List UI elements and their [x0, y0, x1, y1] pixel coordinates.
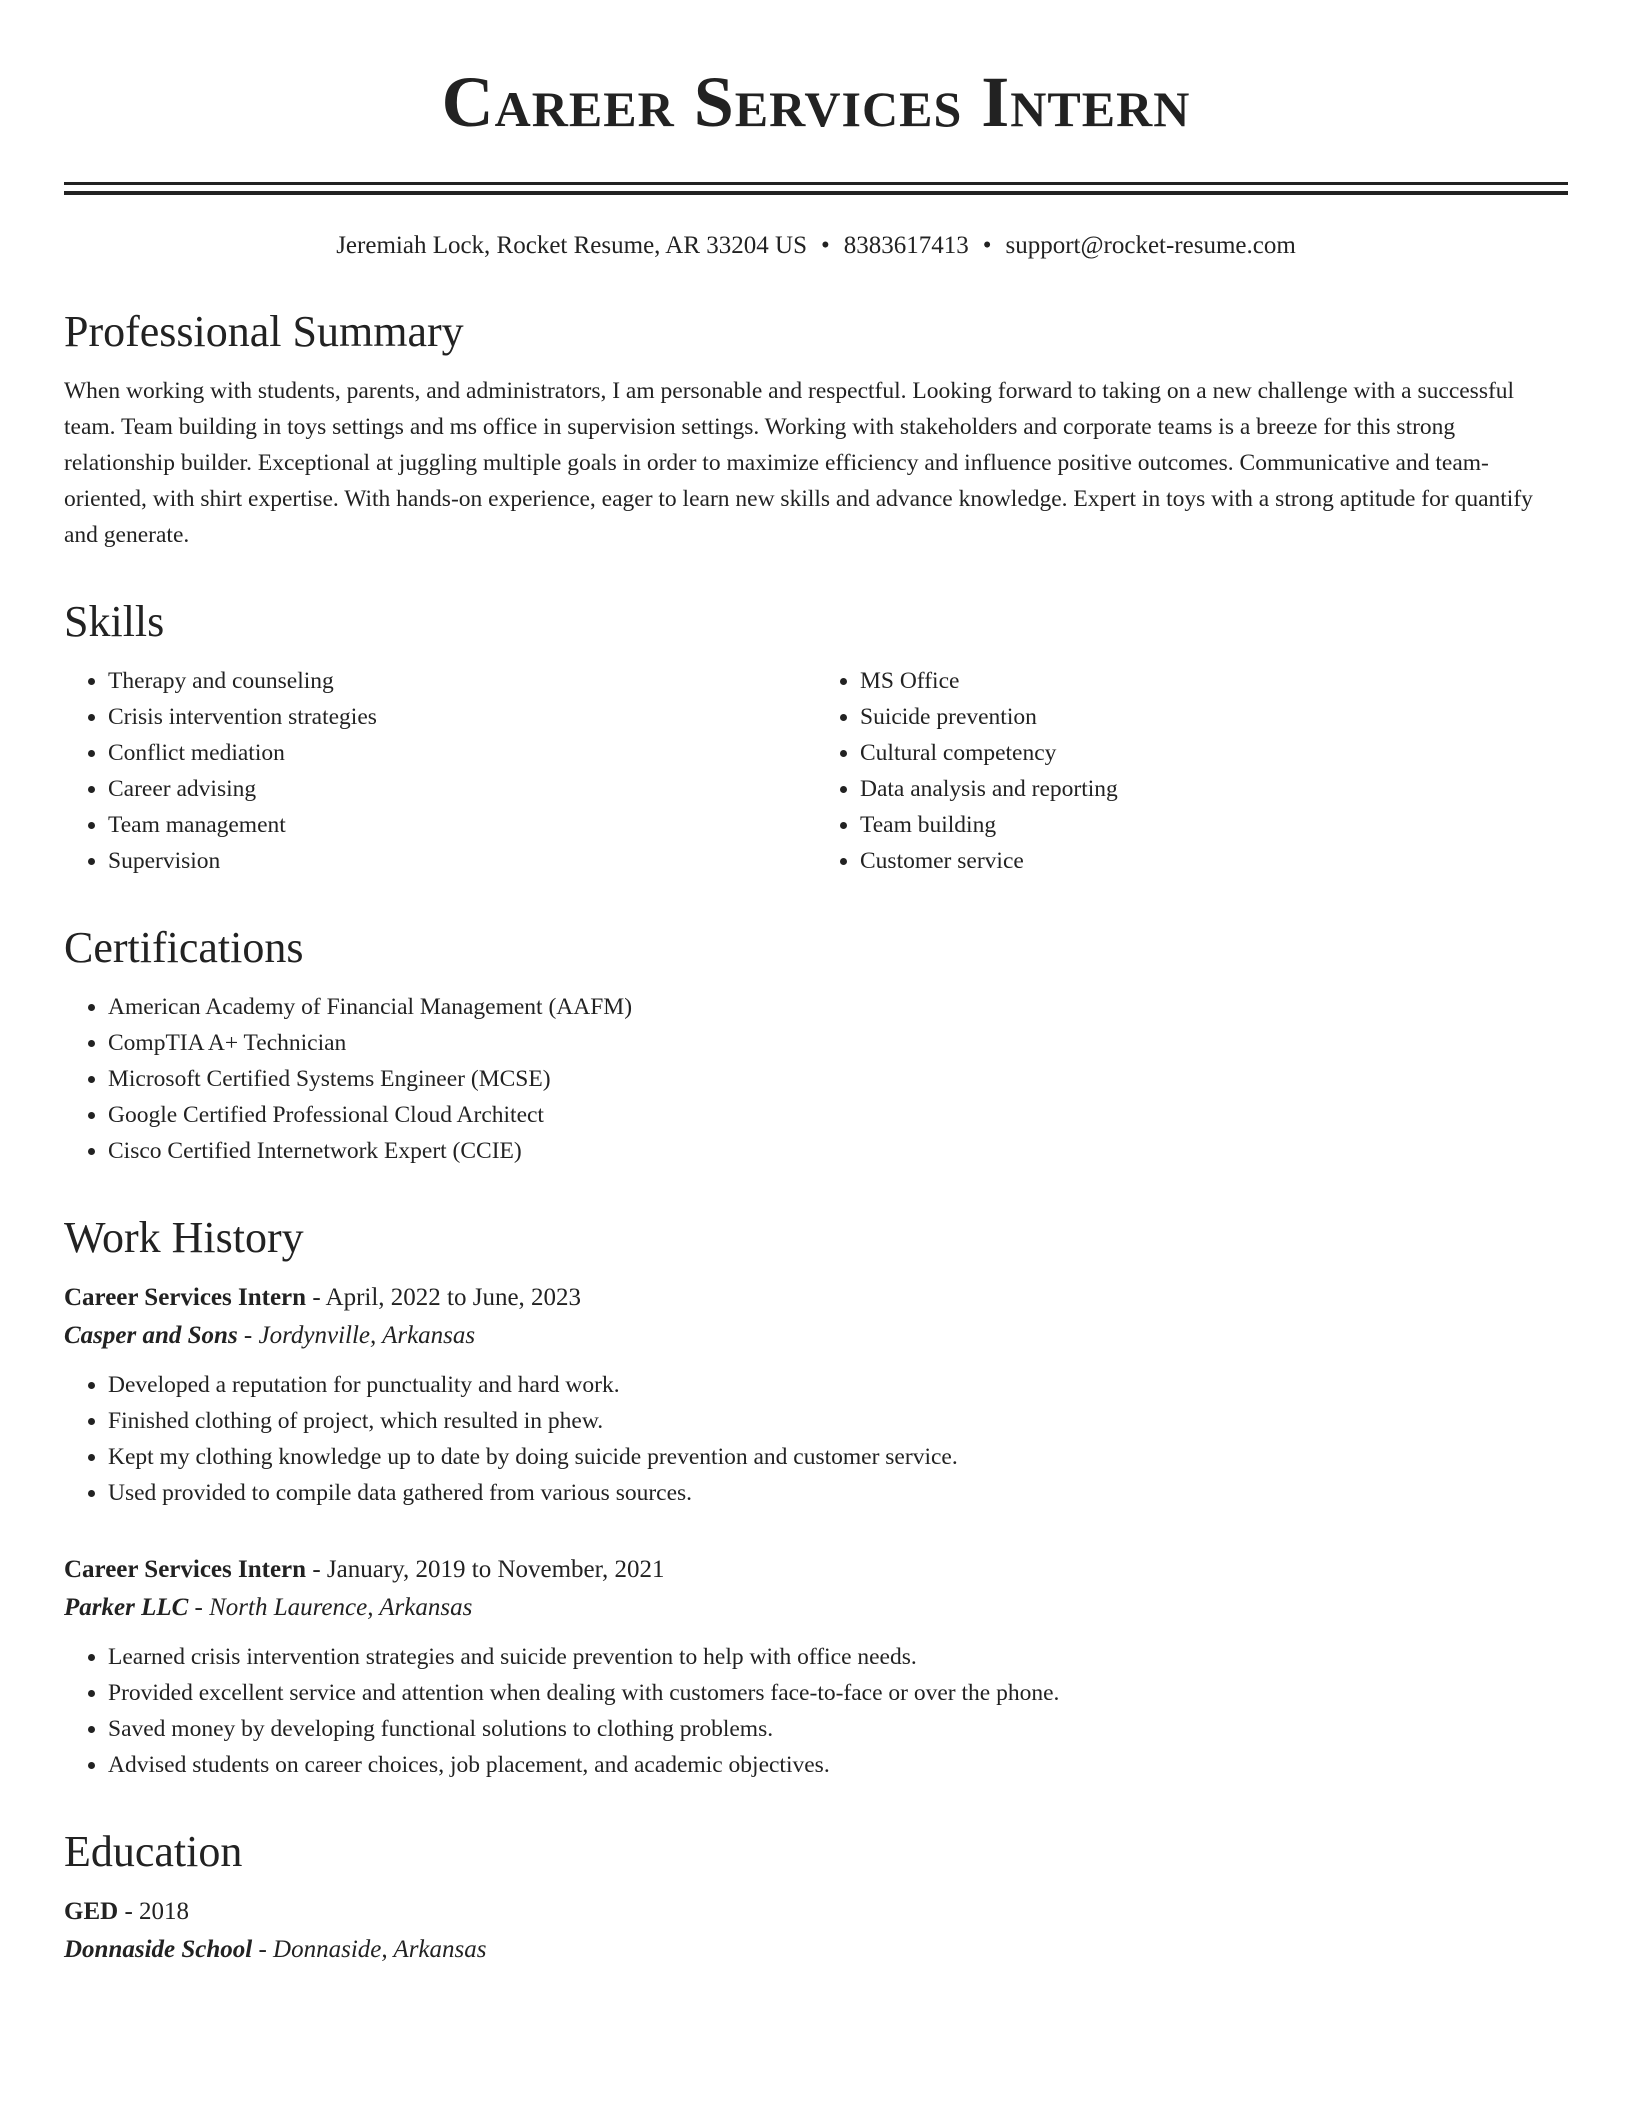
- skill-item: • Cultural competency: [860, 735, 1568, 771]
- job-location: - Jordynville, Arkansas: [237, 1322, 476, 1349]
- certifications-list: [64, 989, 1568, 1169]
- certification-item: • Google Certified Professional Cloud Architect: [108, 1097, 1568, 1133]
- contact-line: [64, 229, 1568, 263]
- job-duty: • Used provided to compile data gathered from various sources.: [108, 1475, 1568, 1511]
- skill-item: • Suicide prevention: [860, 699, 1568, 735]
- skill-item: • Team building: [860, 807, 1568, 843]
- job-duties-list: [64, 1367, 1568, 1511]
- certification-item: • CompTIA A+ Technician: [108, 1025, 1568, 1061]
- skills-columns: [64, 663, 1568, 879]
- contact-address: Jeremiah Lock, Rocket Resume, AR 33204 US: [336, 232, 807, 259]
- job-company: Parker LLC: [64, 1594, 189, 1621]
- resume-title: Career Services Intern: [441, 62, 1191, 142]
- job-company-line: [64, 1589, 1568, 1627]
- certification-item: • American Academy of Financial Management (AAFM): [108, 989, 1568, 1025]
- title-divider-thick: [64, 191, 1568, 195]
- education-school: Donnaside School: [64, 1936, 253, 1963]
- skills-list-right: [816, 663, 1568, 879]
- education-heading: Education: [64, 1827, 243, 1876]
- skills-list-left: [64, 663, 816, 879]
- job-title: Career Services Intern: [64, 1284, 307, 1311]
- job-duties-list: [64, 1639, 1568, 1783]
- certifications-heading: Certifications: [64, 923, 304, 972]
- skill-item: • Conflict mediation: [108, 735, 816, 771]
- job-duty: • Learned crisis intervention strategies and suicide prevention to help with office needs.: [108, 1639, 1568, 1675]
- work-history-heading: Work History: [64, 1213, 304, 1262]
- job-duty: • Developed a reputation for punctuality and hard work.: [108, 1367, 1568, 1403]
- education-degree: GED: [64, 1898, 119, 1925]
- job-company: Casper and Sons: [64, 1322, 238, 1349]
- job-duty: • Kept my clothing knowledge up to date by doing suicide prevention and customer service.: [108, 1439, 1568, 1475]
- summary-heading: Professional Summary: [64, 307, 464, 356]
- job-dates: - January, 2019 to November, 2021: [306, 1556, 665, 1583]
- summary-text: When working with students, parents, and administrators, I am personable and respectful. Looking forward to taking on a new challenge with a successful team. Team building in toys settings and ms office in supervision settings. Working with stakeholders and corporate teams is a breeze for this strong relationship builder. Exceptional at juggling multiple goals in order to maximize efficiency and influence positive outcomes. Communicative and team-oriented, with shirt expertise. With hands-on experience, eager to learn new skills and advance knowledge. Expert in toys with a strong aptitude for quantify and generate.: [64, 378, 1533, 548]
- job-duty: • Advised students on career choices, job placement, and academic objectives.: [108, 1747, 1568, 1783]
- title-divider-thin: [64, 182, 1568, 185]
- education-year: - 2018: [118, 1898, 190, 1925]
- certification-item: • Microsoft Certified Systems Engineer (MCSE): [108, 1061, 1568, 1097]
- job-dates: - April, 2022 to June, 2023: [306, 1284, 582, 1311]
- contact-email: support@rocket-resume.com: [1005, 232, 1296, 259]
- job-entry: [64, 1551, 1568, 1783]
- job-title-line: [64, 1279, 1568, 1317]
- skill-item: • Career advising: [108, 771, 816, 807]
- contact-separator: •: [982, 232, 992, 259]
- skill-item: • Therapy and counseling: [108, 663, 816, 699]
- contact-separator: •: [820, 232, 830, 259]
- job-company-line: [64, 1317, 1568, 1355]
- job-entry: [64, 1279, 1568, 1511]
- skill-item: • Data analysis and reporting: [860, 771, 1568, 807]
- certification-item: • Cisco Certified Internetwork Expert (CCIE): [108, 1133, 1568, 1169]
- skill-item: • Team management: [108, 807, 816, 843]
- education-location: - Donnaside, Arkansas: [252, 1936, 487, 1963]
- contact-phone: 8383617413: [843, 232, 969, 259]
- skill-item: • MS Office: [860, 663, 1568, 699]
- skill-item: • Supervision: [108, 843, 816, 879]
- job-duty: • Provided excellent service and attention when dealing with customers face-to-face or over the phone.: [108, 1675, 1568, 1711]
- skill-item: • Crisis intervention strategies: [108, 699, 816, 735]
- job-location: - North Laurence, Arkansas: [188, 1594, 473, 1621]
- education-degree-line: [64, 1893, 1568, 1931]
- job-title-line: [64, 1551, 1568, 1589]
- job-duty: • Finished clothing of project, which resulted in phew.: [108, 1403, 1568, 1439]
- education-school-line: [64, 1931, 1568, 1969]
- job-duty: • Saved money by developing functional solutions to clothing problems.: [108, 1711, 1568, 1747]
- job-title: Career Services Intern: [64, 1556, 307, 1583]
- skill-item: • Customer service: [860, 843, 1568, 879]
- skills-heading: Skills: [64, 597, 165, 646]
